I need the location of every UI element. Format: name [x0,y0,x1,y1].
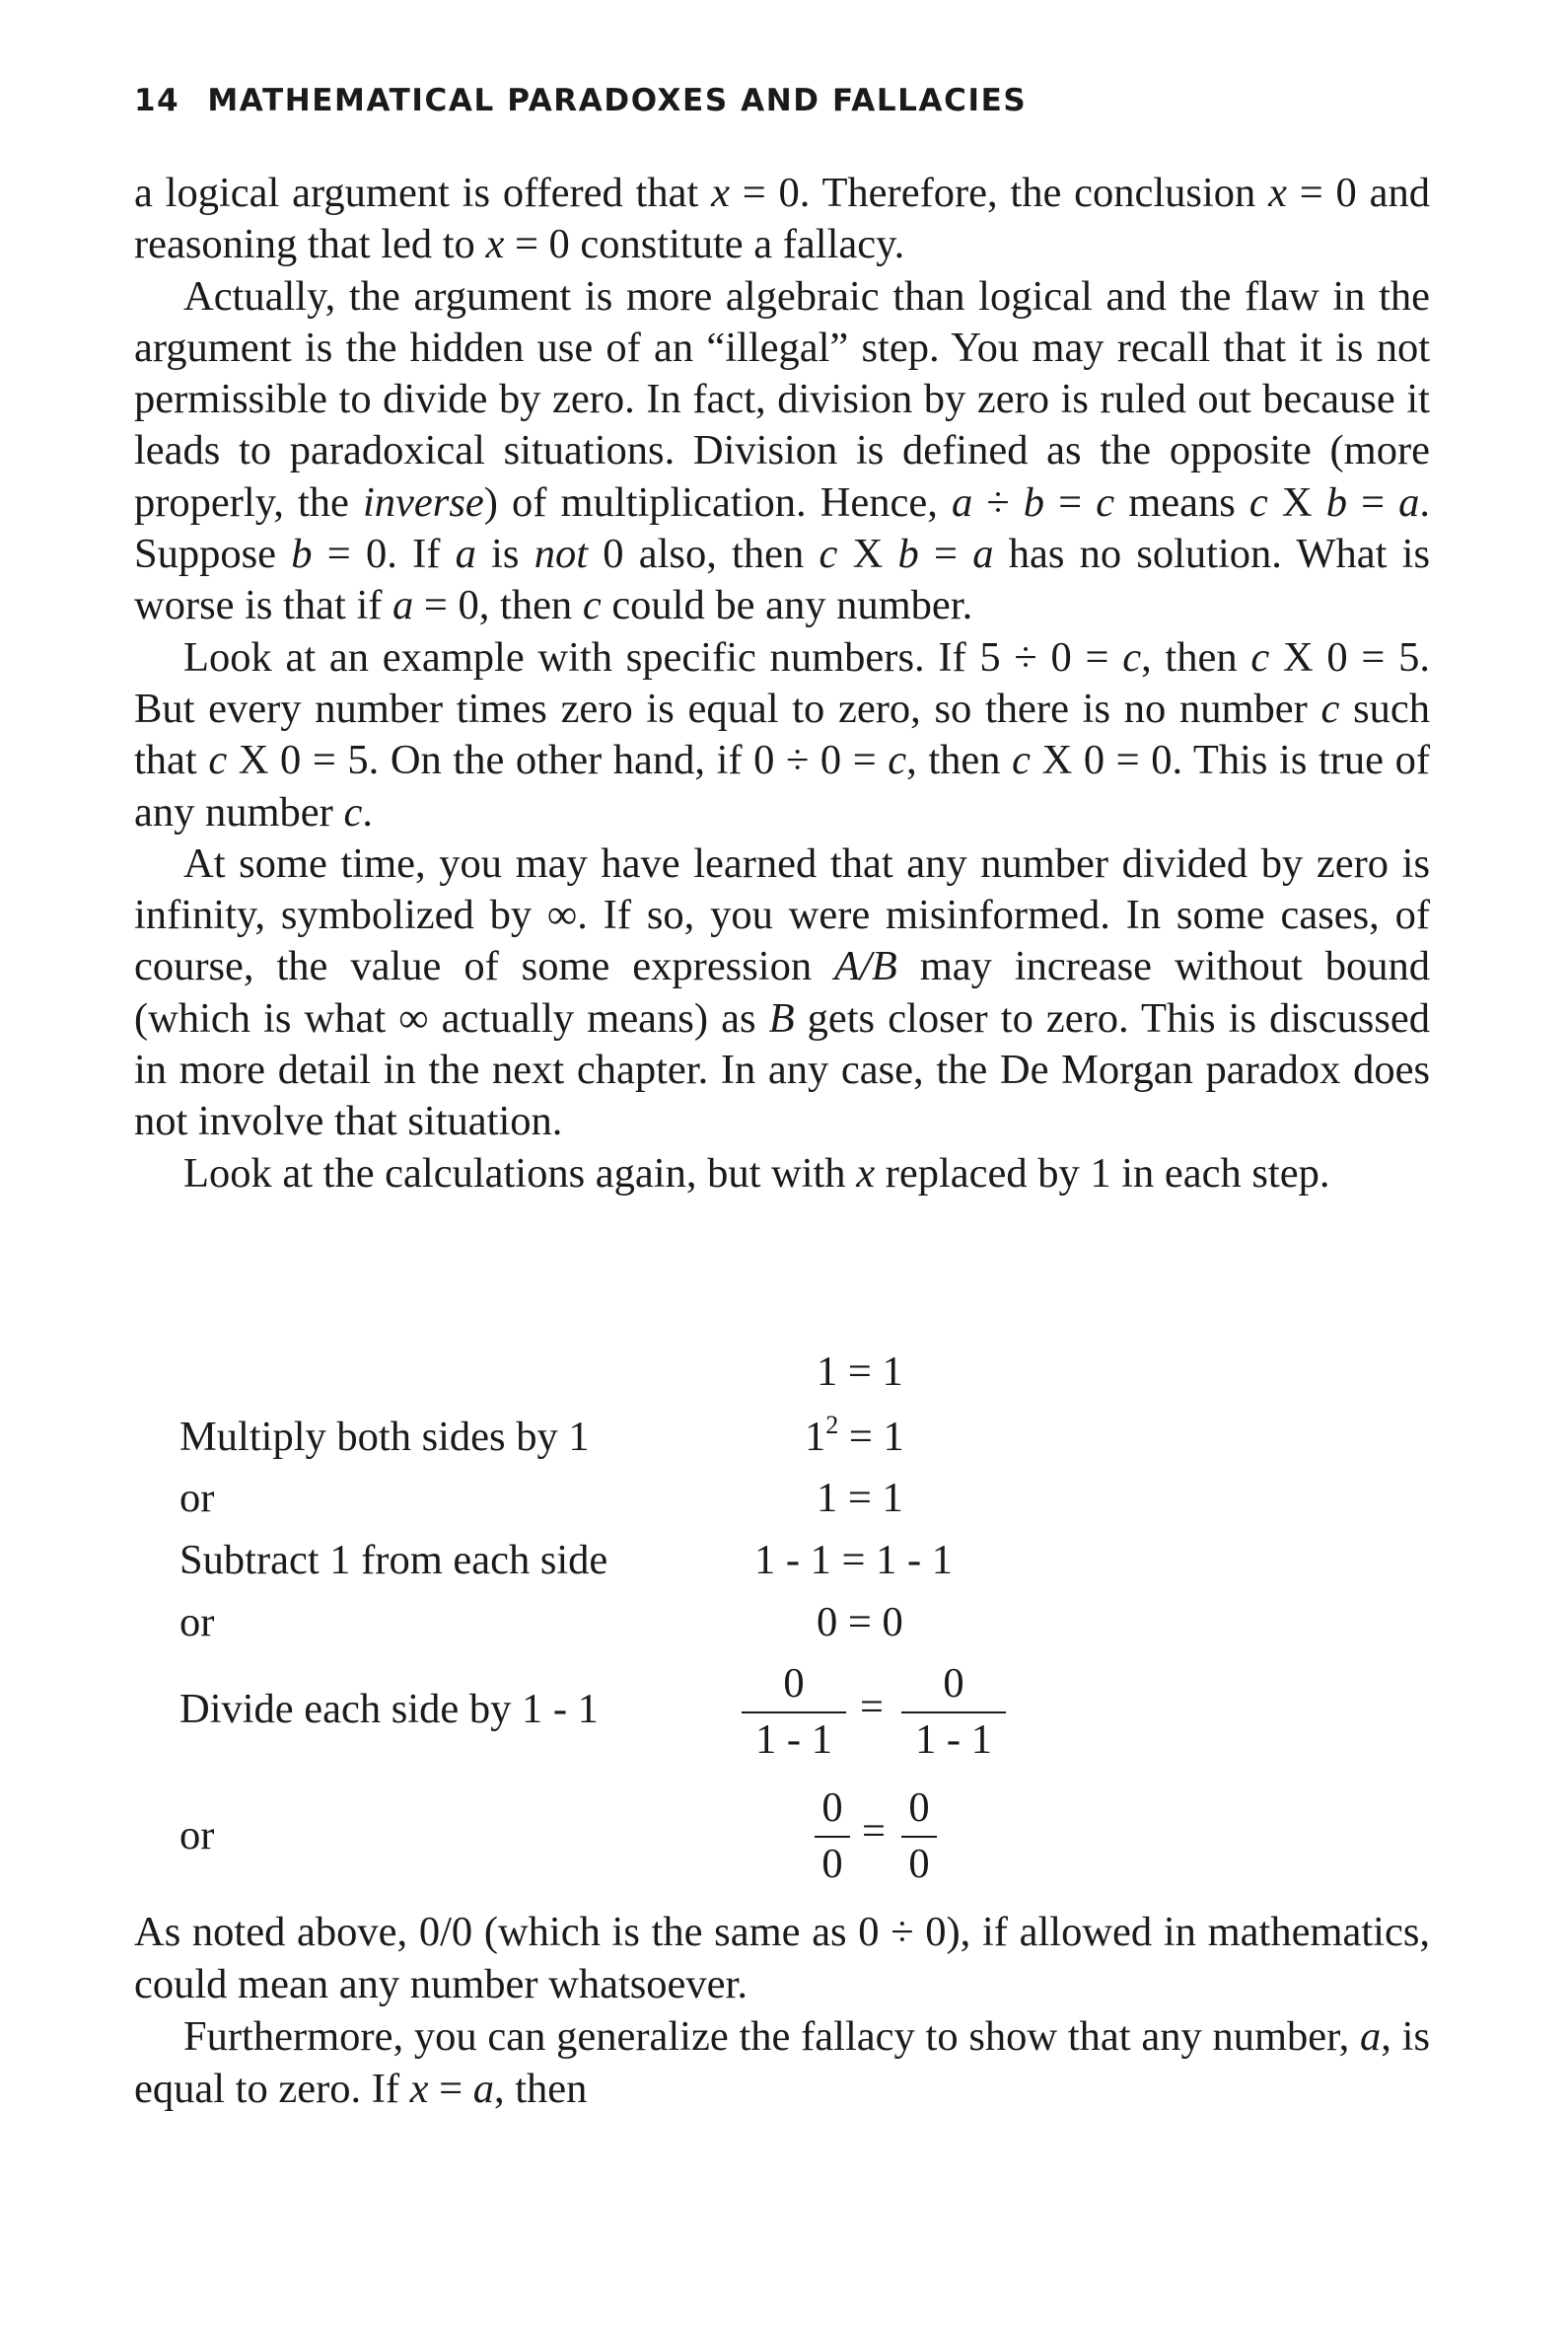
math-var: a [472,2066,494,2112]
exponent: 2 [825,1411,839,1439]
text-run: could be any number. [601,582,973,629]
step-label-or: or [179,1475,215,1521]
eq-rhs: = 1 [838,1414,904,1460]
math-var: c [1122,633,1142,681]
text-run: Actually, the argument is more algebraic than logical and the flaw in the argument is the hidden use of an “illegal” step. You may recall that it is not permissible to divide by zero. In fact, division by zero is ruled out because it leads to paradoxical situations. Division is defined as the opposite (more properly, the [134,272,1430,526]
math-var: c [1250,633,1270,681]
numerator: 0 [943,1660,964,1707]
math-var: a [1360,2013,1382,2060]
fraction-right [901,1783,937,1888]
math-var: b [897,531,919,578]
math-var: x [1268,170,1287,216]
text-run: Look at the calculations again, but with [183,1149,857,1197]
math-var: x [409,2066,429,2112]
closing-text [134,1906,1430,2115]
equation-row-1 [805,1413,904,1461]
text-run: has no solution. What is worse is that if [134,531,1430,629]
emphasis: not [534,531,589,578]
fraction-right [901,1659,1006,1764]
step-label-subtract: Subtract 1 from each side [179,1537,608,1583]
eq-lhs: 1 [805,1414,826,1460]
equation-row-3: 1 - 1 = 1 - 1 [754,1537,954,1583]
math-var: A/B [834,943,897,990]
text-run: ÷ [972,478,1024,526]
equation-row-0: 1 = 1 [817,1348,903,1395]
text-run: . Suppose [134,478,1431,578]
text-run: = [1044,478,1097,526]
math-var: a [972,531,994,578]
running-title: MATHEMATICAL PARADOXES AND FALLACIES [207,83,1028,118]
text-run: may increase without bound (which is what ∞ actually means) as [134,943,1430,1042]
text-run: . [362,788,373,836]
text-run: a logical argument is offered that [134,170,712,216]
math-var: x [711,170,730,216]
page-number: 14 [134,83,180,118]
math-var: c [208,737,228,784]
paragraph-6: As noted above, 0/0 (which is the same as 0 ÷ 0), if allowed in mathematics, could mean any number whatsoever. [134,1909,1430,2007]
text-run: means [1114,478,1249,526]
text-run: = [1346,478,1399,526]
numerator: 0 [821,1784,843,1831]
denominator: 1 - 1 [915,1716,992,1763]
equals-sign: = [862,1808,886,1855]
math-var: x [856,1149,876,1197]
step-label-or: or [179,1599,215,1645]
text-run: replaced by 1 in each step. [875,1149,1330,1197]
math-var: c [888,737,907,784]
equals-sign: = [860,1684,884,1730]
denominator: 1 - 1 [755,1716,832,1763]
text-run: = [918,531,973,578]
math-var: b [1023,478,1045,526]
step-label-multiply: Multiply both sides by 1 [179,1414,590,1460]
text-run: , then [1141,633,1251,681]
numerator: 0 [908,1784,930,1831]
step-label-or: or [179,1812,215,1858]
text-run: 0 also, then [588,531,820,578]
math-var: c [582,582,602,629]
denominator: 0 [821,1841,843,1887]
text-run: is [475,531,535,578]
math-var: a [455,531,476,578]
text-run: = 0. Therefore, the conclusion [729,170,1269,216]
text-run: X 0 = 5. On the other hand, if 0 ÷ 0 = [227,737,889,784]
text-run: = 0 constitute a fallacy. [504,221,905,268]
math-var: c [1320,685,1340,732]
text-run: X [1267,478,1326,526]
equation-row-2: 1 = 1 [817,1475,903,1521]
text-run: gets closer to zero. This is discussed in more detail in the next chapter. In any case, the De Morgan paradox does not involve that situation. [134,994,1430,1145]
text-run: , then [906,737,1013,784]
text-run: Furthermore, you can generalize the fallacy to show that any number, [183,2013,1360,2060]
math-var: b [1325,478,1347,526]
text-run: X 0 = 5. But every number times zero is equal to zero, so there is no number [134,633,1430,732]
text-run: = 0 and reasoning that led to [134,170,1430,268]
text-run: such that [134,685,1430,784]
math-var: b [291,531,313,578]
paragraph-7 [134,2010,1430,2115]
equation-row-4: 0 = 0 [817,1599,903,1645]
math-var: c [343,788,363,836]
text-run: At some time, you may have learned that any number divided by zero is infinity, symbolized by ∞. If so, you were misinformed. In some cases, of course, the value of some expression [134,839,1430,990]
math-var: c [1012,737,1031,784]
text-run: = [428,2066,473,2112]
math-var: c [1096,478,1115,526]
fraction-left [742,1659,846,1764]
math-var: x [485,221,505,268]
fraction-left [815,1783,850,1888]
denominator: 0 [908,1841,930,1887]
math-var: a [392,582,414,629]
text-run: , then [494,2066,588,2112]
math-var: c [819,531,838,578]
numerator: 0 [783,1660,805,1707]
text-run: ) of multiplication. Hence, [483,478,952,526]
text-run: , is equal to zero. If [134,2013,1430,2112]
math-var: c [1248,478,1268,526]
math-var: a [1398,478,1420,526]
step-label-divide: Divide each side by 1 - 1 [179,1686,599,1732]
text-run: = 0. If [312,531,456,578]
text-run: = 0, then [413,582,583,629]
emphasis: inverse [363,478,484,526]
text-run: Look at an example with specific numbers. If 5 ÷ 0 = [183,633,1123,681]
text-run: X [837,531,898,578]
math-var: a [951,478,973,526]
text-run: X 0 = 0. This is true of any number [134,737,1431,836]
math-var: B [768,994,795,1042]
